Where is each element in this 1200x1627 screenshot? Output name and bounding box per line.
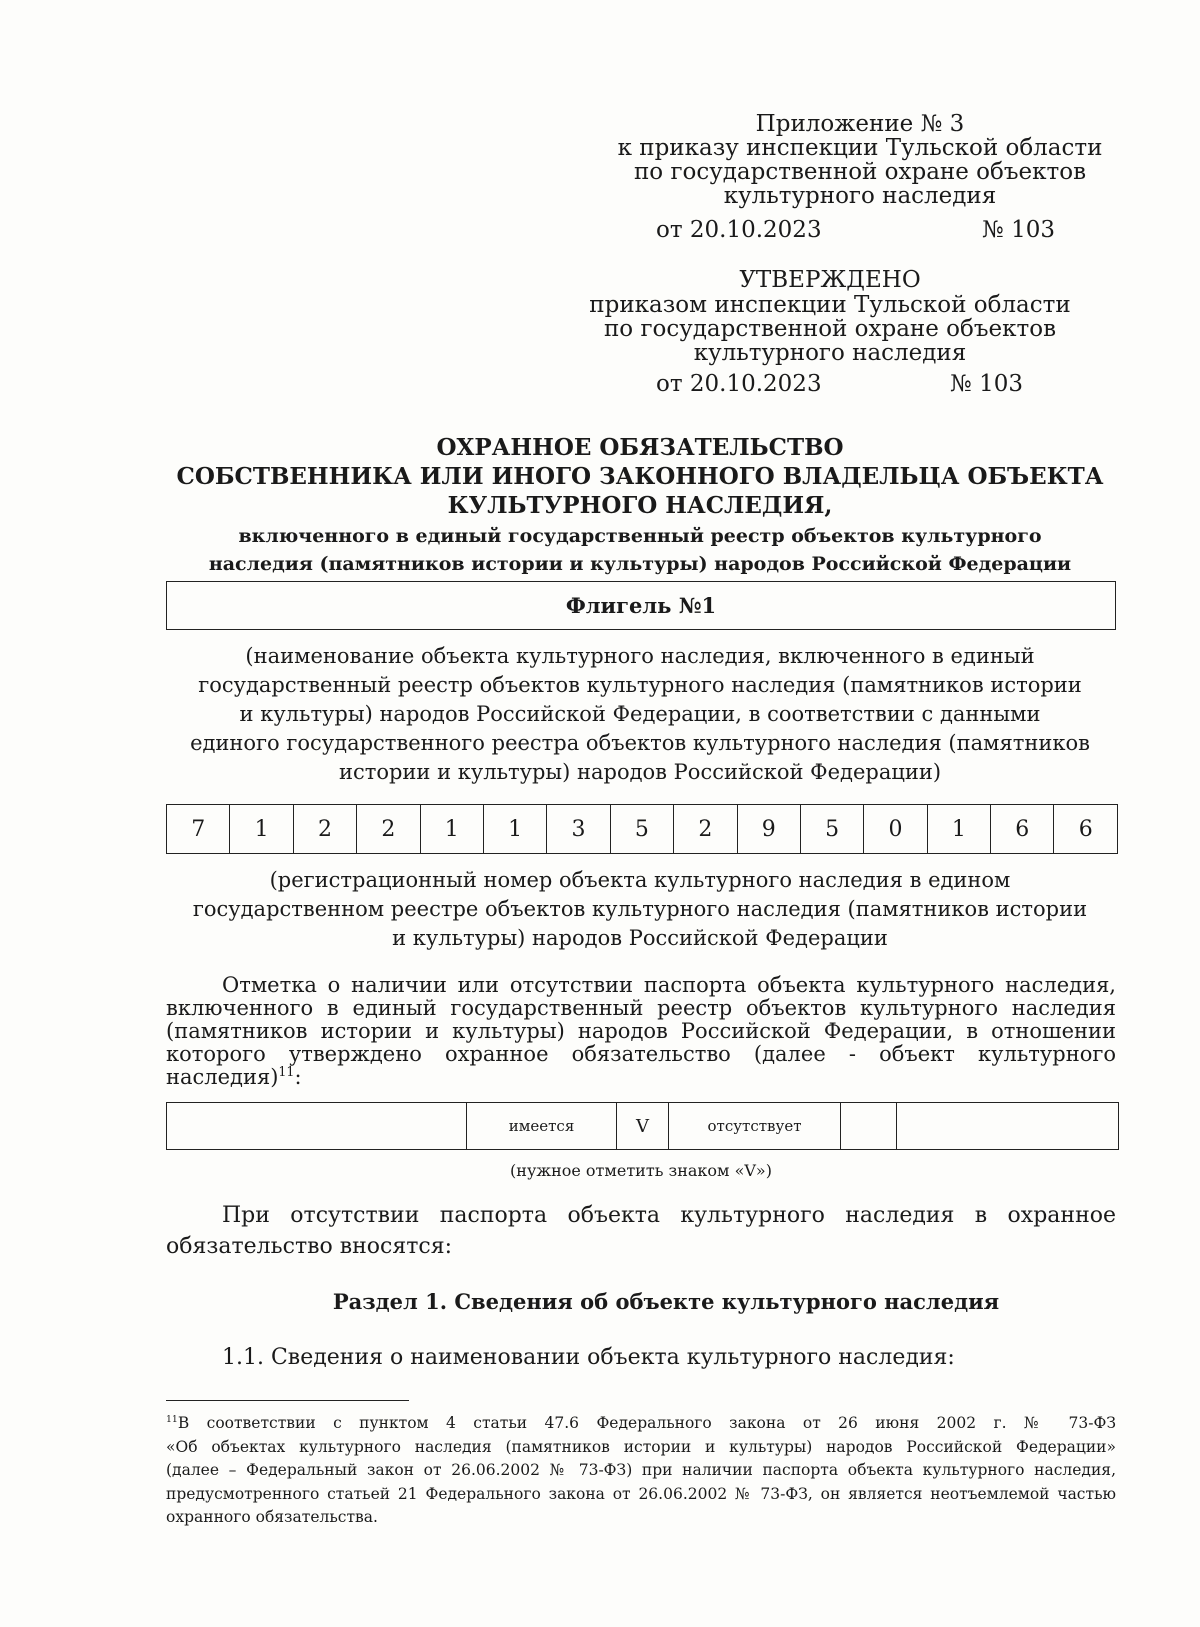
object-name-caption: (наименование объекта культурного наследия, включенного в единый bbox=[245, 644, 1035, 668]
document-title: ОХРАННОЕ ОБЯЗАТЕЛЬСТВО bbox=[436, 434, 844, 461]
passport-paragraph-line: включенного в единый государственный реестр объектов культурного наследия bbox=[166, 996, 1116, 1020]
passport-colon: : bbox=[294, 1065, 302, 1089]
passport-has-label: имеется bbox=[467, 1103, 617, 1150]
reg-digit: 5 bbox=[800, 805, 863, 854]
reg-digit: 1 bbox=[927, 805, 990, 854]
object-name-caption: единого государственного реестра объектов культурного наследия (памятников bbox=[190, 731, 1090, 755]
appendix-line: культурного наследия bbox=[723, 183, 997, 209]
footnote-line: охранного обязательства. bbox=[166, 1508, 378, 1526]
reg-digit: 1 bbox=[483, 805, 546, 854]
footnote-ref: 11 bbox=[278, 1064, 295, 1079]
reg-digit: 9 bbox=[737, 805, 800, 854]
reg-digit: 2 bbox=[293, 805, 356, 854]
footnote-divider bbox=[166, 1400, 409, 1401]
object-name-caption: государственный реестр объектов культурного наследия (памятников истории bbox=[198, 673, 1082, 697]
reg-digit: 2 bbox=[674, 805, 737, 854]
document-subtitle: наследия (памятников истории и культуры) народов Российской Федерации bbox=[208, 553, 1072, 575]
reg-digit: 5 bbox=[610, 805, 673, 854]
absence-paragraph-line: обязательство вносятся: bbox=[166, 1234, 453, 1259]
reg-digit: 2 bbox=[357, 805, 420, 854]
reg-digit: 0 bbox=[864, 805, 927, 854]
object-name-caption: и культуры) народов Российской Федерации, в соответствии с данными bbox=[239, 702, 1041, 726]
passport-paragraph-line: (памятников истории и культуры) народов Российской Федерации, в отношении bbox=[166, 1019, 1116, 1043]
approved-title: УТВЕРЖДЕНО bbox=[739, 267, 921, 293]
footnote-first-line bbox=[166, 1412, 1116, 1436]
passport-paragraph bbox=[166, 974, 1116, 1089]
object-name-caption: истории и культуры) народов Российской Федерации) bbox=[338, 760, 942, 784]
passport-paragraph-line: Отметка о наличии или отсутствии паспорта объекта культурного наследия, bbox=[222, 973, 1116, 997]
footnote-line: «Об объектах культурного наследия (памятников истории и культуры) народов Российской Федерации» bbox=[166, 1437, 1116, 1456]
reg-digit: 6 bbox=[991, 805, 1054, 854]
passport-blank-cell bbox=[897, 1103, 1119, 1150]
appendix-line: по государственной охране объектов bbox=[633, 159, 1087, 185]
section-title: Раздел 1. Сведения об объекте культурного наследия bbox=[332, 1289, 1000, 1314]
registration-caption: (регистрационный номер объекта культурного наследия в едином bbox=[269, 868, 1011, 892]
document-title: КУЛЬТУРНОГО НАСЛЕДИЯ, bbox=[447, 492, 833, 519]
document-subtitle: включенного в единый государственный реестр объектов культурного bbox=[238, 525, 1042, 547]
passport-paragraph-line: которого утверждено охранное обязательство (далее - объект культурного bbox=[166, 1042, 1116, 1066]
registration-caption: и культуры) народов Российской Федерации bbox=[392, 926, 888, 950]
passport-paragraph-last-line bbox=[166, 1066, 1116, 1089]
passport-blank-cell bbox=[167, 1103, 467, 1150]
mark-note: (нужное отметить знаком «V») bbox=[510, 1161, 772, 1180]
object-name-box bbox=[166, 581, 1116, 630]
approved-line: по государственной охране объектов bbox=[603, 316, 1057, 342]
reg-digit: 6 bbox=[1054, 805, 1118, 854]
document-title: СОБСТВЕННИКА ИЛИ ИНОГО ЗАКОННОГО ВЛАДЕЛЬЦА ОБЪЕКТА bbox=[176, 463, 1104, 490]
footnote-number: 11 bbox=[166, 1413, 178, 1425]
registration-caption: государственном реестре объектов культурного наследия (памятников истории bbox=[192, 897, 1088, 921]
approved-line: приказом инспекции Тульской области bbox=[589, 292, 1071, 318]
appendix-title: Приложение № 3 bbox=[755, 111, 965, 137]
appendix-line: к приказу инспекции Тульской области bbox=[617, 135, 1103, 161]
registration-number-grid bbox=[166, 804, 1118, 854]
passport-has-checkbox[interactable]: V bbox=[617, 1103, 669, 1150]
passport-presence-table bbox=[166, 1102, 1119, 1150]
absence-paragraph-line: При отсутствии паспорта объекта культурного наследия в охранное bbox=[222, 1203, 1116, 1228]
appendix-date: от 20.10.2023 bbox=[656, 217, 822, 243]
reg-digit: 3 bbox=[547, 805, 610, 854]
passport-absent-label: отсутствует bbox=[669, 1103, 841, 1150]
passport-absent-checkbox[interactable] bbox=[841, 1103, 897, 1150]
footnote-line: предусмотренного статьей 21 Федерального закона от 26.06.2002 № 73-ФЗ, он является неотъемлемой частью bbox=[166, 1484, 1116, 1503]
absence-paragraph bbox=[166, 1200, 1116, 1262]
reg-digit: 1 bbox=[230, 805, 293, 854]
approved-line: культурного наследия bbox=[693, 340, 967, 366]
footnote-line: (далее – Федеральный закон от 26.06.2002 № 73-ФЗ) при наличии паспорта объекта культурного наследия, bbox=[166, 1461, 1116, 1479]
footnote bbox=[166, 1412, 1116, 1530]
passport-paragraph-line: наследия) bbox=[166, 1065, 279, 1089]
item-1-1: 1.1. Сведения о наименовании объекта культурного наследия: bbox=[222, 1345, 955, 1370]
approved-number: № 103 bbox=[950, 371, 1023, 397]
approved-date: от 20.10.2023 bbox=[656, 371, 822, 397]
appendix-number: № 103 bbox=[982, 217, 1055, 243]
object-name: Флигель №1 bbox=[565, 593, 717, 618]
reg-digit: 7 bbox=[167, 805, 230, 854]
reg-digit: 1 bbox=[420, 805, 483, 854]
footnote-line: В соответствии с пунктом 4 статьи 47.6 Федерального закона от 26 июня 2002 г. № 73-ФЗ bbox=[177, 1414, 1116, 1432]
